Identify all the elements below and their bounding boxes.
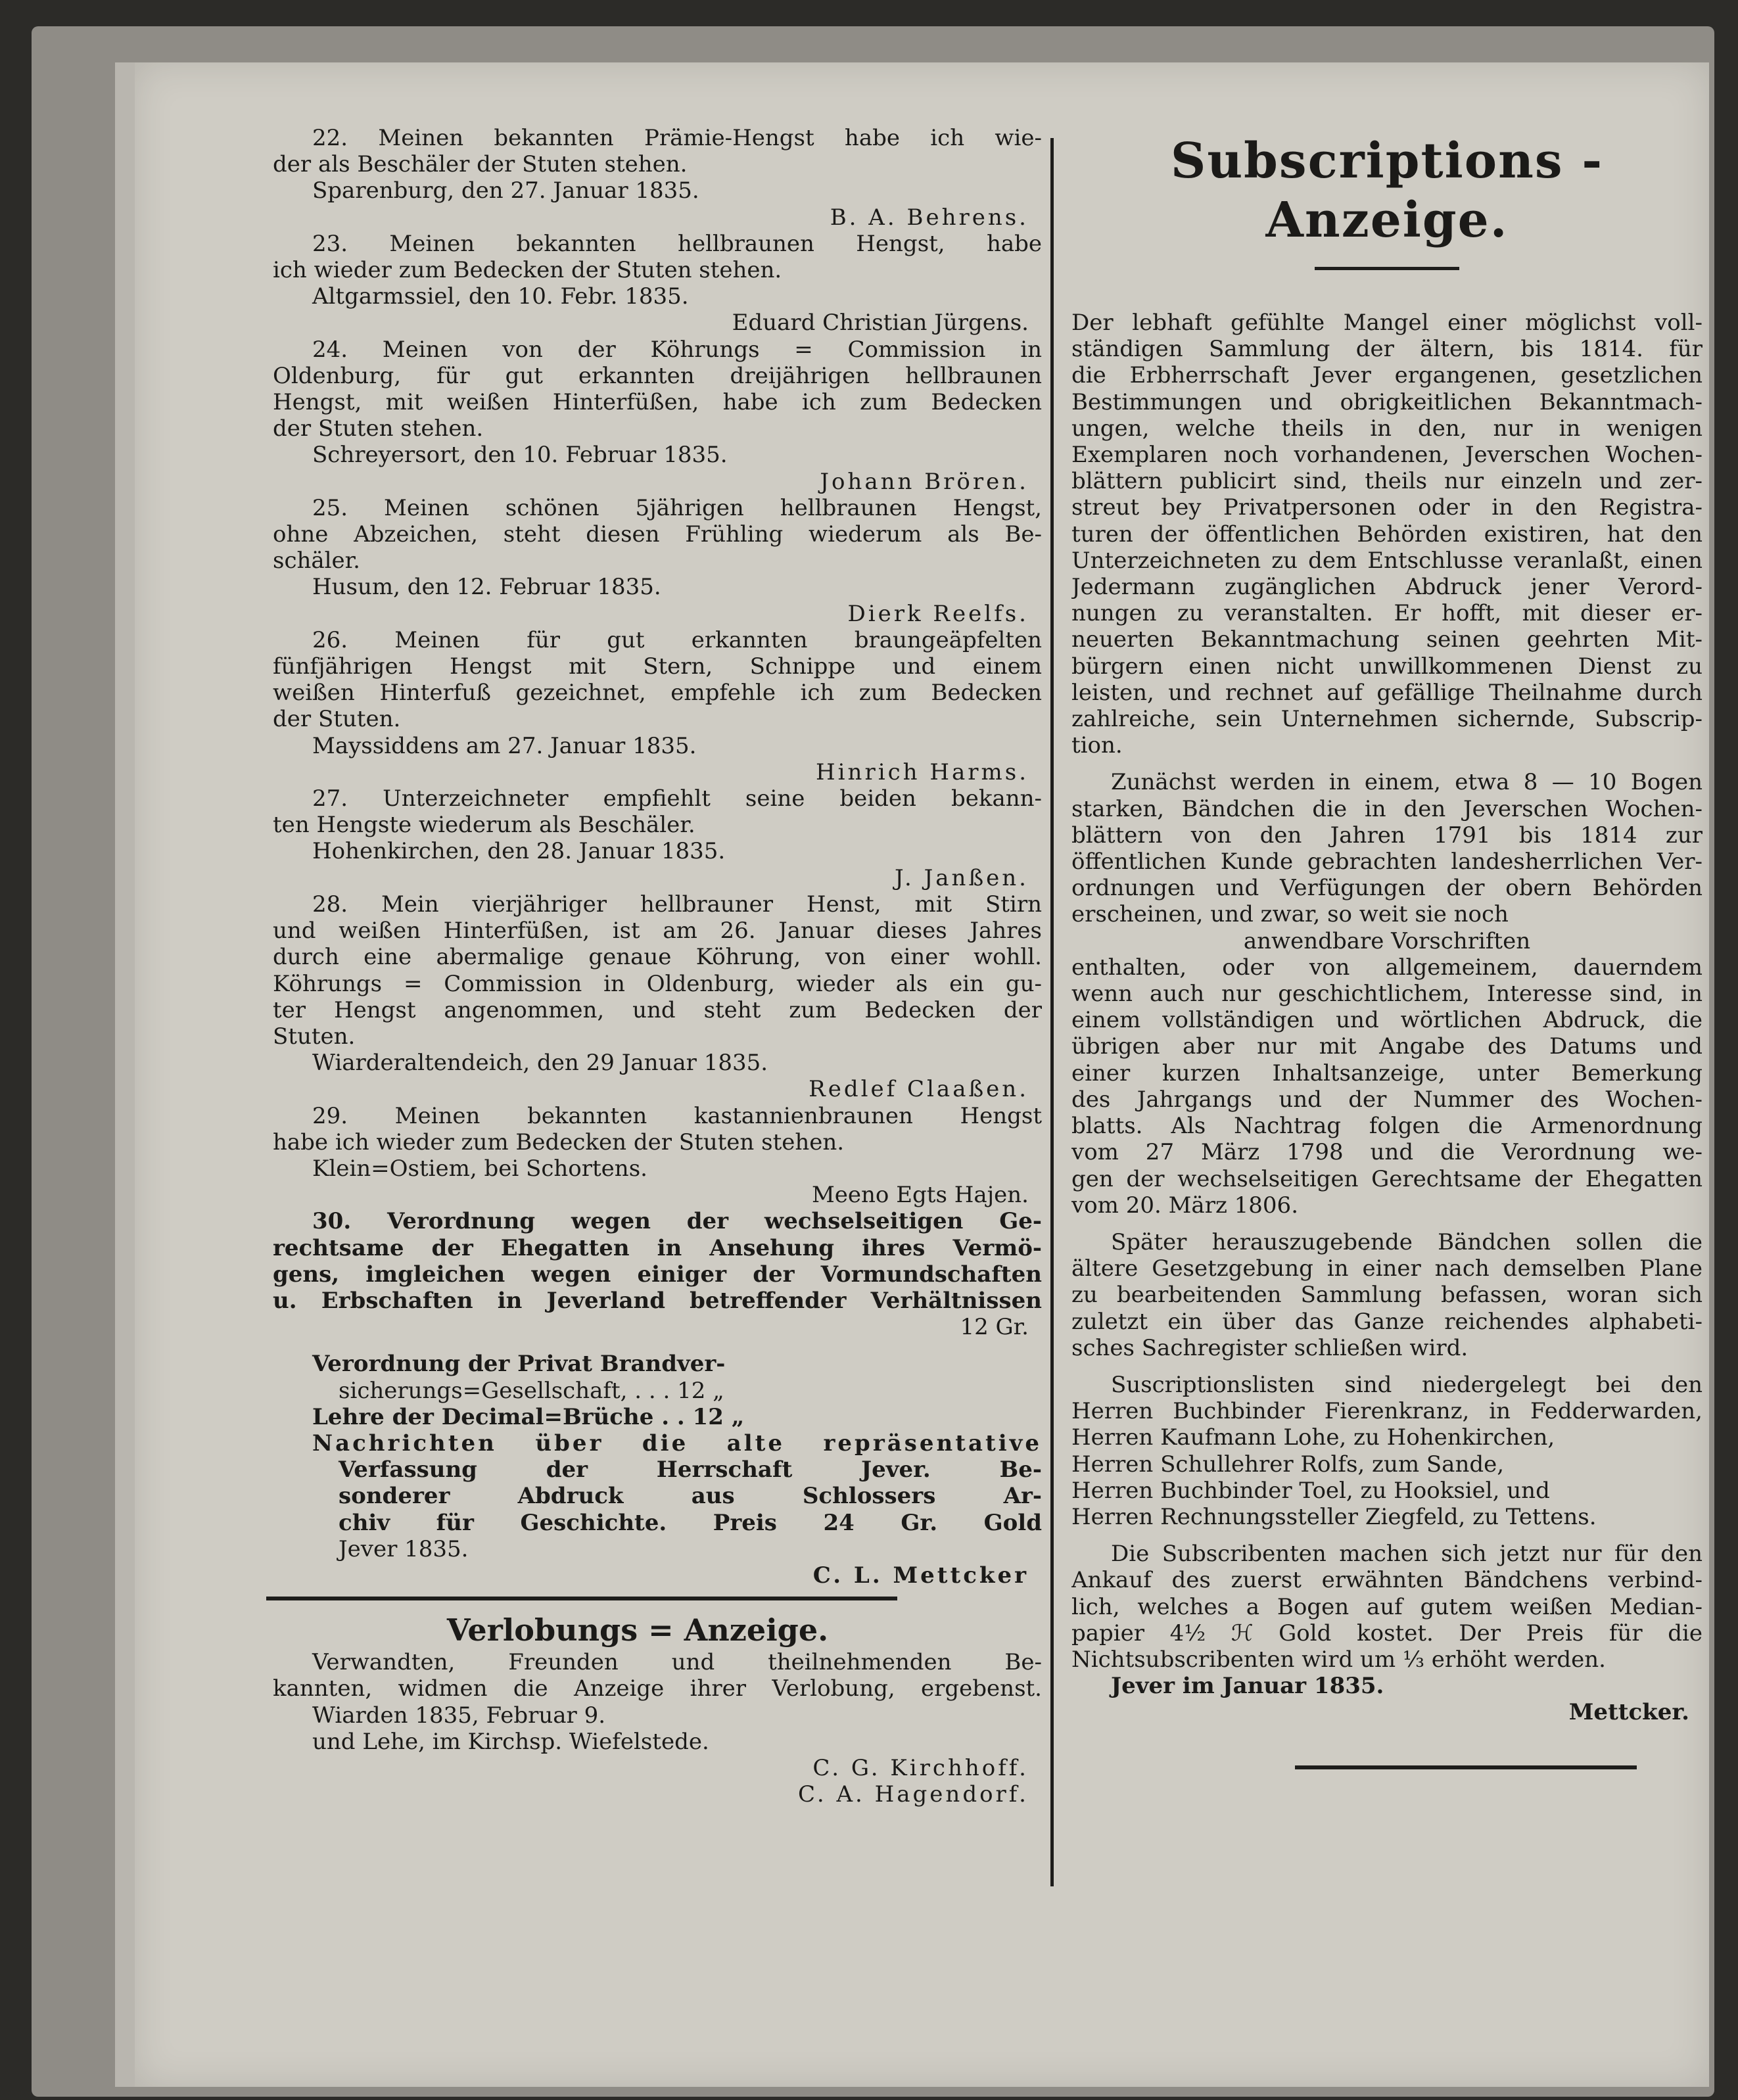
text-line: 27. Unterzeichneter empfiehlt seine beiden bekann- (312, 785, 1042, 812)
text-line: blatts. Als Nachtrag folgen die Armenordnung (1071, 1113, 1703, 1140)
end-rule (1295, 1765, 1637, 1769)
text-line: bürgern einen nicht unwillkommenen Dienst zu (1071, 653, 1703, 680)
column-rule (1050, 138, 1054, 1886)
text-line: enthalten, oder von allgemeinem, dauerndem (1071, 954, 1703, 981)
text-line: Stuten. (273, 1023, 356, 1050)
subscription-paragraph-4 (1071, 1372, 1703, 1530)
text-line: J. Janßen. (895, 864, 1029, 891)
text-line: Schreyersort, den 10. Februar 1835. (312, 442, 728, 469)
text-line: Johann Brören. (820, 468, 1029, 495)
text-line: übrigen aber nur mit Angabe des Datums und (1071, 1033, 1703, 1060)
text-line: Herren Rechnungssteller Ziegfeld, zu Tettens. (1071, 1503, 1597, 1530)
text-line: sches Sachregister schließen wird. (1071, 1334, 1468, 1361)
subscription-paragraph-1 (1071, 310, 1703, 758)
text-line: streut bey Privatpersonen oder in den Registra- (1071, 494, 1703, 521)
text-line: Husum, den 12. Februar 1835. (312, 574, 661, 601)
text-line: Sparenburg, den 27. Januar 1835. (312, 177, 699, 204)
text-line: Exemplaren noch vorhandenen, Jeverschen Wochen- (1071, 442, 1703, 469)
text-line: Redlef Claaßen. (809, 1076, 1029, 1103)
text-line: leisten, und rechnet auf gefällige Theilnahme durch (1071, 679, 1703, 706)
text-line: Hinrich Harms. (816, 758, 1029, 785)
text-line: und weißen Hinterfüßen, ist am 26. Januar dieses Jahres (273, 918, 1042, 945)
text-line: Jever 1835. (339, 1535, 469, 1562)
text-line: ständigen Sammlung der ältern, bis 1814. für (1071, 336, 1703, 363)
text-line: sonderer Abdruck aus Schlossers Ar- (339, 1483, 1042, 1510)
text-line: blättern von den Jahren 1791 bis 1814 zur (1071, 822, 1703, 849)
text-line: Die Subscribenten machen sich jetzt nur für den (1111, 1541, 1703, 1568)
text-line: Herren Buchbinder Toel, zu Hooksiel, und (1071, 1477, 1550, 1504)
text-line: habe ich wieder zum Bedecken der Stuten stehen. (273, 1129, 845, 1155)
text-line: Nachrichten über die alte repräsentative (312, 1430, 1042, 1457)
subscription-title: Subscriptions - Anzeige. (1170, 133, 1604, 248)
text-line: Mayssiddens am 27. Januar 1835. (312, 732, 697, 759)
text-line: Altgarmssiel, den 10. Febr. 1835. (312, 283, 689, 310)
text-line: 30. Verordnung wegen der wechselseitigen Ge- (312, 1208, 1042, 1235)
text-line: Der lebhaft gefühlte Mangel einer möglichst voll- (1071, 310, 1703, 336)
subscription-paragraph-2 (1071, 769, 1703, 1218)
text-line: ich wieder zum Bedecken der Stuten stehen. (273, 257, 782, 284)
text-line: ohne Abzeichen, steht diesen Frühling wiederum als Be- (273, 521, 1042, 548)
text-line: gens, imgleichen wegen einiger der Vormundschaften (273, 1261, 1042, 1288)
text-line: die Erbherrschaft Jever ergangenen, gesetzlichen (1071, 362, 1703, 389)
text-line: 12 Gr. (960, 1314, 1029, 1341)
text-line: schäler. (273, 548, 360, 574)
text-line: Hengst, mit weißen Hinterfüßen, habe ich zum Bedecken (273, 389, 1042, 416)
text-line: Lehre der Decimal=Brüche . . 12 „ (312, 1403, 745, 1430)
text-line: einem vollständigen und wörtlichen Abdruck, die (1071, 1007, 1703, 1034)
text-line: Hohenkirchen, den 28. Januar 1835. (312, 838, 726, 865)
text-line: lich, welches a Bogen auf gutem weißen Median- (1071, 1593, 1703, 1620)
text-line: vom 20. März 1806. (1071, 1192, 1298, 1219)
text-line: Herren Kaufmann Lohe, zu Hohenkirchen, (1071, 1424, 1555, 1451)
text-line: Mettcker. (1568, 1699, 1689, 1726)
engagement-title: Verlobungs = Anzeige. (446, 1612, 829, 1648)
text-line: Unterzeichneten zu dem Entschlusse veranlaßt, einen (1071, 547, 1703, 574)
text-line: Bestimmungen und obrigkeitlichen Bekanntmach- (1071, 388, 1703, 415)
text-line: B. A. Behrens. (830, 204, 1029, 231)
text-line: Verordnung der Privat Brandver- (312, 1351, 726, 1378)
text-line: papier 4½ ℋ Gold kostet. Der Preis für die (1071, 1620, 1703, 1646)
text-line: Verfassung der Herrschaft Jever. Be- (339, 1457, 1042, 1483)
text-line: und Lehe, im Kirchsp. Wiefelstede. (312, 1728, 709, 1755)
text-line: u. Erbschaften in Jeverland betreffender Verhältnissen (273, 1287, 1042, 1314)
text-line: ordnungen und Verfügungen der obern Behörden (1071, 875, 1703, 902)
text-line: starken, Bändchen die in den Jeverschen Wochen- (1071, 795, 1703, 822)
text-line: fünfjährigen Hengst mit Stern, Schnippe und einem (273, 653, 1042, 680)
text-line: 23. Meinen bekannten hellbraunen Hengst, habe (312, 230, 1042, 257)
text-line: 25. Meinen schönen 5jährigen hellbraunen Hengst, (312, 494, 1042, 521)
right-column (1071, 131, 1703, 1769)
subscription-paragraph-3 (1071, 1229, 1703, 1361)
text-line: Eduard Christian Jürgens. (732, 310, 1029, 337)
title-rule (1315, 267, 1459, 270)
text-line: Dierk Reelfs. (847, 600, 1029, 627)
text-line: Köhrungs = Commission in Oldenburg, wieder als ein gu- (273, 970, 1042, 997)
text-line: Verwandten, Freunden und theilnehmenden Be- (312, 1649, 1042, 1676)
text-line: nungen zu veranstalten. Er hofft, mit dieser er- (1071, 600, 1703, 627)
text-line: weißen Hinterfuß gezeichnet, empfehle ich zum Bedecken (273, 680, 1042, 707)
text-line: Meeno Egts Hajen. (811, 1182, 1029, 1209)
text-line: Jever im Januar 1835. (1111, 1673, 1384, 1700)
text-line: Wiarderaltendeich, den 29 Januar 1835. (312, 1050, 768, 1077)
text-line: des Jahrgangs und der Nummer des Wochen- (1071, 1086, 1703, 1113)
text-line: Zunächst werden in einem, etwa 8 — 10 Bogen (1111, 769, 1703, 796)
text-line: öffentlichen Kunde gebrachten landesherrlichen Ver- (1071, 849, 1703, 875)
text-line: 24. Meinen von der Köhrungs = Commission in (312, 336, 1042, 363)
text-line: tion. (1071, 732, 1123, 759)
text-line: Suscriptionslisten sind niedergelegt bei den (1111, 1371, 1703, 1398)
text-line: 29. Meinen bekannten kastannienbraunen Hengst (312, 1102, 1042, 1129)
text-line: neuerten Bekanntmachung seinen geehrten Mit- (1071, 626, 1703, 653)
text-line: zahlreiche, sein Unternehmen sichernde, Subscrip- (1071, 706, 1703, 733)
text-line: einer kurzen Inhaltsanzeige, unter Bemerkung (1071, 1060, 1703, 1086)
text-line: anwendbare Vorschriften (1243, 927, 1531, 954)
text-line: Nichtsubscribenten wird um ⅓ erhöht werden. (1071, 1646, 1606, 1673)
text-line: wenn auch nur geschichtlichem, Interesse sind, in (1071, 981, 1703, 1008)
price-list (273, 1351, 1042, 1589)
engagement-notice (273, 1649, 1042, 1808)
text-line: zuletzt ein über das Ganze reichendes alphabeti- (1071, 1308, 1703, 1335)
text-line: erscheinen, und zwar, so weit sie noch (1071, 901, 1509, 928)
text-line: zu bearbeitenden Sammlung befassen, woran sich (1071, 1282, 1703, 1309)
text-line: der als Beschäler der Stuten stehen. (273, 151, 688, 178)
text-line: blättern publicirt sind, theils nur einzeln und zer- (1071, 468, 1703, 495)
text-line: Wiarden 1835, Februar 9. (312, 1702, 606, 1729)
text-line: ältere Gesetzgebung in einer nach demselben Plane (1071, 1255, 1703, 1282)
text-line: Ankauf des zuerst erwähnten Bändchens verbind- (1071, 1567, 1703, 1594)
text-line: 28. Mein vierjähriger hellbrauner Henst, mit Stirn (312, 891, 1042, 918)
text-line: Klein=Ostiem, bei Schortens. (312, 1155, 647, 1182)
text-line: vom 27 März 1798 und die Verordnung we- (1071, 1139, 1703, 1166)
text-line: Jedermann zugänglichen Abdruck jener Verord- (1071, 574, 1703, 601)
text-line: 26. Meinen für gut erkannten braungeäpfelten (312, 626, 1042, 653)
text-line: gen der wechselseitigen Gerechtsame der Ehegatten (1071, 1165, 1703, 1192)
text-line: Später herauszugebende Bändchen sollen die (1111, 1228, 1703, 1255)
text-line: Herren Schullehrer Rolfs, zum Sande, (1071, 1451, 1505, 1478)
text-line: sicherungs=Gesellschaft, . . . 12 „ (339, 1377, 724, 1404)
text-line: 22. Meinen bekannten Prämie-Hengst habe ich wie- (312, 125, 1042, 151)
text-line: Oldenburg, für gut erkannten dreijährigen hellbraunen (273, 362, 1042, 389)
text-line: rechtsame der Ehegatten in Ansehung ihres Vermö- (273, 1234, 1042, 1261)
left-column (273, 125, 1042, 1808)
text-line: durch eine abermalige genaue Köhrung, von einer wohll. (273, 944, 1042, 971)
text-line: C. A. Hagendorf. (798, 1781, 1029, 1808)
text-line: C. G. Kirchhoff. (812, 1754, 1029, 1781)
stallion-notices (273, 125, 1042, 1340)
text-line: kannten, widmen die Anzeige ihrer Verlobung, ergebenst. (273, 1675, 1042, 1702)
text-line: ter Hengst angenommen, und steht zum Bedecken der (273, 996, 1042, 1023)
subscription-paragraph-5 (1071, 1541, 1703, 1725)
text-line: turen der öffentlichen Behörden existiren, hat den (1071, 521, 1703, 548)
text-line: der Stuten stehen. (273, 415, 484, 442)
section-divider (266, 1597, 897, 1600)
text-line: ungen, welche theils in den, nur in wenigen (1071, 415, 1703, 442)
text-line: chiv für Geschichte. Preis 24 Gr. Gold (339, 1509, 1042, 1536)
text-line: Herren Buchbinder Fierenkranz, in Fedderwarden, (1071, 1398, 1703, 1425)
text-line: der Stuten. (273, 706, 401, 733)
text-line: C. L. Mettcker (812, 1562, 1029, 1589)
text-line: ten Hengste wiederum als Beschäler. (273, 812, 695, 839)
